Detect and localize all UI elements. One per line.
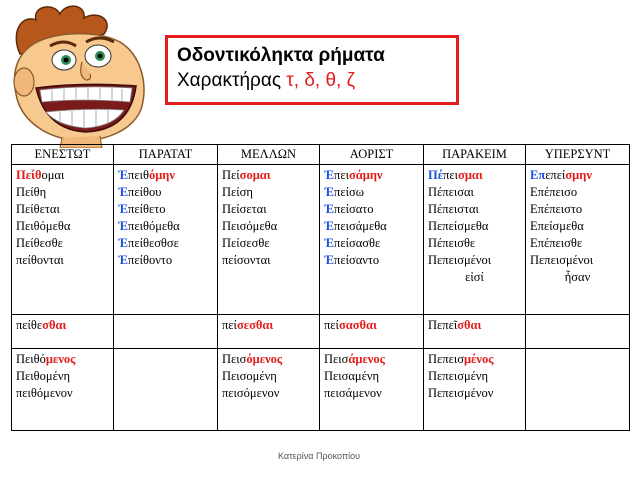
part-perfect-n: Πεπεισμένον: [428, 386, 494, 400]
pluperfect-1pl: Επείσμεθα: [530, 219, 584, 233]
pluperfect-3pl: Πεπεισμένοι: [530, 253, 594, 267]
line: [222, 351, 315, 368]
aorist-2pl: Ἐπείσασθε: [324, 236, 381, 250]
part-future-f: Πεισομένη: [222, 369, 277, 383]
present-3sg: Πείθεται: [16, 202, 60, 216]
future-1pl: Πεισόμεθα: [222, 219, 278, 233]
imperfect-3sg: Ἐπείθετο: [118, 202, 166, 216]
perfect-1sg: Πέπεισμαι: [428, 168, 483, 182]
inf-imperfect: [114, 315, 218, 349]
line: [324, 218, 419, 235]
perfect-2pl: Πέπεισθε: [428, 236, 476, 250]
line: [324, 351, 419, 368]
imperfect-cell: [114, 165, 218, 315]
part-perfect-m: Πεπεισμένος: [428, 352, 494, 366]
part-perfect: [424, 349, 526, 431]
perfect-3pl: Πεπεισμένοι: [428, 253, 492, 267]
pluperfect-cell: [526, 165, 630, 315]
part-future: [218, 349, 320, 431]
aorist-3sg: Ἐπείσατο: [324, 202, 374, 216]
imperfect-3pl: Ἐπείθοντο: [118, 253, 173, 267]
part-future-m: Πεισόμενος: [222, 352, 283, 366]
imperfect-2pl: Ἐπείθεσθσε: [118, 236, 179, 250]
pluperfect-2pl: Επέπεισθε: [530, 236, 583, 250]
aorist-1sg: Ἐπεισάμην: [324, 168, 383, 182]
part-aorist: [320, 349, 424, 431]
line: [324, 184, 419, 201]
line: [428, 167, 521, 184]
line: [324, 167, 419, 184]
header-present: ΕΝΕΣΤΩΤ: [12, 145, 114, 165]
header-imperfect: ΠΑΡΑΤΑΤ: [114, 145, 218, 165]
part-present-m: Πειθόμενος: [16, 352, 76, 366]
future-1sg: Πείσομαι: [222, 168, 271, 182]
line: [324, 201, 419, 218]
perfect-3sg: Πέπεισται: [428, 202, 479, 216]
present-1sg: Πείθομαι: [16, 168, 65, 182]
part-future-n: πεισόμενον: [222, 386, 280, 400]
pluperfect-2sg: Επέπεισο: [530, 185, 578, 199]
present-3pl: πείθονται: [16, 253, 64, 267]
conjugation-table: [11, 144, 630, 431]
perfect-3pl-aux: εἰσί: [465, 270, 484, 284]
part-imperfect: [114, 349, 218, 431]
inf-perfect: [424, 315, 526, 349]
pluperfect-3sg: Επέπειστο: [530, 202, 583, 216]
grinning-face-illustration: [2, 2, 162, 148]
present-2pl: Πείθεσθε: [16, 236, 63, 250]
line: [324, 252, 419, 269]
participle-row: [12, 349, 630, 431]
part-aorist-m: Πεισάμενος: [324, 352, 385, 366]
inf-present-text: πείθεσθαι: [16, 318, 67, 332]
part-present-n: πειθόμενον: [16, 386, 73, 400]
aorist-2sg: Ἐπείσω: [324, 185, 364, 199]
title-box: [165, 35, 459, 105]
inf-pluperfect: [526, 315, 630, 349]
future-2pl: Πείσεσθε: [222, 236, 270, 250]
inf-perfect-text: Πεπεῖσθαι: [428, 318, 482, 332]
part-perfect-f: Πεπεισμένη: [428, 369, 489, 383]
present-cell: [12, 165, 114, 315]
title-prefix: Χαρακτήρας: [177, 70, 287, 91]
line: [16, 167, 109, 184]
present-2sg: Πείθη: [16, 185, 47, 199]
aorist-cell: [320, 165, 424, 315]
line: [222, 167, 315, 184]
inf-aorist: [320, 315, 424, 349]
line: [428, 351, 521, 368]
part-present-f: Πειθομένη: [16, 369, 71, 383]
aorist-1pl: Ἐπεισάμεθα: [324, 219, 387, 233]
infinitive-row: [12, 315, 630, 349]
line: [118, 184, 213, 201]
header-pluperfect: ΥΠΕΡΣΥΝΤ: [526, 145, 630, 165]
part-aorist-n: πεισάμενον: [324, 386, 382, 400]
inf-future: [218, 315, 320, 349]
line: [530, 167, 625, 184]
conjugation-row: [12, 165, 630, 315]
aorist-3pl: Ἐπείσαντο: [324, 253, 380, 267]
header-row: [12, 145, 630, 165]
header-aorist: ΑΟΡΙΣΤ: [320, 145, 424, 165]
future-2sg: Πείση: [222, 185, 253, 199]
inf-aorist-text: πείσασθαι: [324, 318, 377, 332]
line: [118, 235, 213, 252]
pluperfect-3pl-aux: ἦσαν: [564, 270, 591, 284]
line: [118, 252, 213, 269]
imperfect-1pl: Ἐπειθόμεθα: [118, 219, 180, 233]
inf-future-text: πείσεσθαι: [222, 318, 274, 332]
inf-present: [12, 315, 114, 349]
line: [118, 167, 213, 184]
title-line-1: Οδοντικόληκτα ρήματα: [177, 45, 385, 66]
perfect-2sg: Πέπεισαι: [428, 185, 474, 199]
author-footer: Κατερίνα Προκοπίου: [277, 451, 360, 461]
part-present: [12, 349, 114, 431]
line: [324, 235, 419, 252]
line: [118, 218, 213, 235]
header-future: ΜΕΛΛΩΝ: [218, 145, 320, 165]
title-highlight: τ, δ, θ, ζ: [286, 70, 355, 91]
title-line-2: [177, 68, 456, 94]
imperfect-2sg: Ἐπείθου: [118, 185, 162, 199]
header-perfect: ΠΑΡΑΚΕΙΜ: [424, 145, 526, 165]
line: [118, 201, 213, 218]
future-3sg: Πείσεται: [222, 202, 267, 216]
pluperfect-1sg: Επεπείσμην: [530, 168, 592, 182]
future-cell: [218, 165, 320, 315]
imperfect-1sg: Ἐπειθόμην: [118, 168, 175, 182]
part-aorist-f: Πεισαμένη: [324, 369, 380, 383]
future-3pl: πείσονται: [222, 253, 271, 267]
present-1pl: Πειθόμεθα: [16, 219, 71, 233]
part-pluperfect: [526, 349, 630, 431]
line: [16, 351, 109, 368]
perfect-cell: [424, 165, 526, 315]
perfect-1pl: Πεπείσμεθα: [428, 219, 489, 233]
